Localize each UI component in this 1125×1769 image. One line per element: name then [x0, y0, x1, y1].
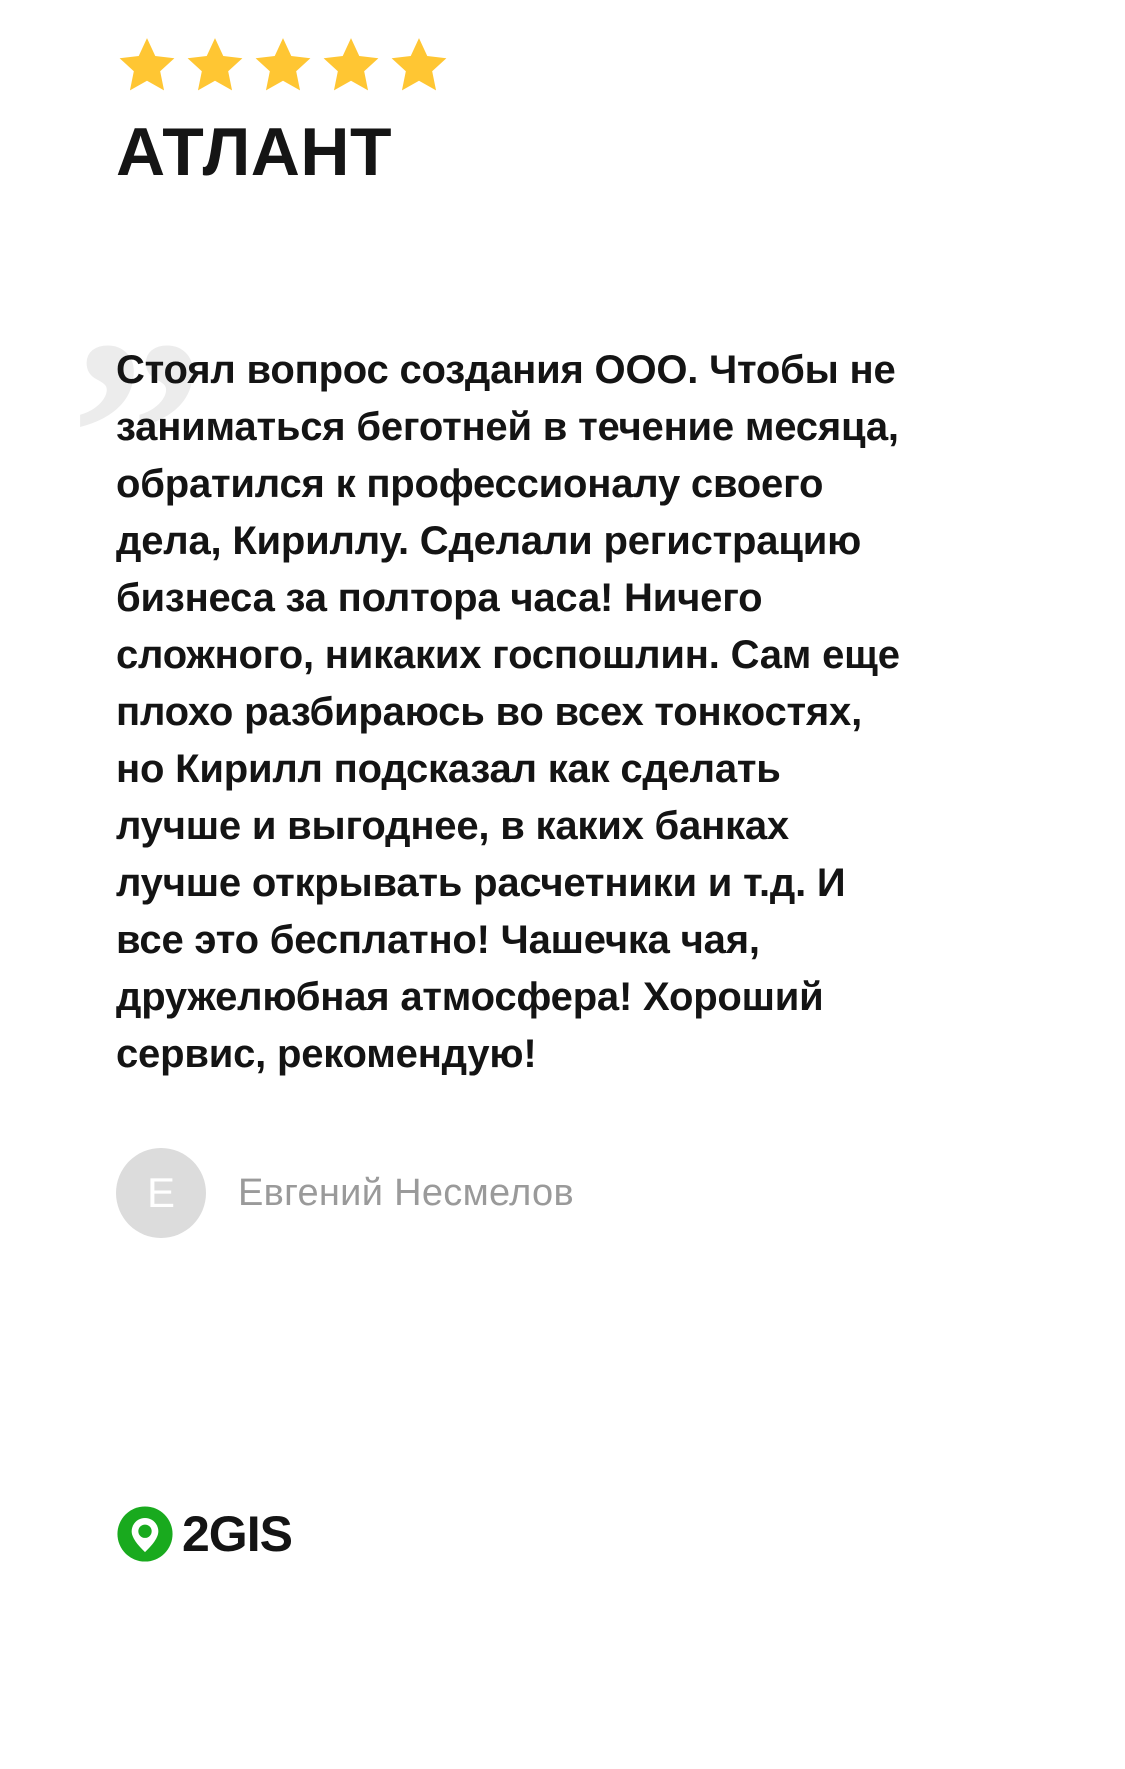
- brand-logo: [116, 1505, 292, 1563]
- author-name: Евгений Несмелов: [238, 1171, 574, 1214]
- star-icon: [320, 34, 382, 96]
- avatar: Е: [116, 1148, 206, 1238]
- review-text: Стоял вопрос создания ООО. Чтобы не заниматься беготней в течение месяца, обратился к профессионалу своего дела, Кириллу. Сделали регистрацию бизнеса за полтора часа! Ничего сложного, никаких госпошлин. Сам еще плохо разбираюсь во всех тонкостях, но Кирилл подсказал как сделать лучше и выгоднее, в каких банках лучше открывать расчетники и т.д. И все это бесплатно! Чашечка чая, дружелюбная атмосфера! Хороший сервис, рекомендую!: [116, 348, 900, 1076]
- star-icon: [388, 34, 450, 96]
- star-icon: [116, 34, 178, 96]
- quote-mark-icon: ”: [70, 285, 205, 584]
- brand-name: 2GIS: [182, 1506, 292, 1562]
- star-icon: [184, 34, 246, 96]
- star-icon: [252, 34, 314, 96]
- company-name: АТЛАНТ: [116, 114, 393, 190]
- review-author: [116, 1148, 574, 1238]
- 2gis-pin-icon: [116, 1505, 174, 1563]
- rating-stars: [116, 34, 450, 96]
